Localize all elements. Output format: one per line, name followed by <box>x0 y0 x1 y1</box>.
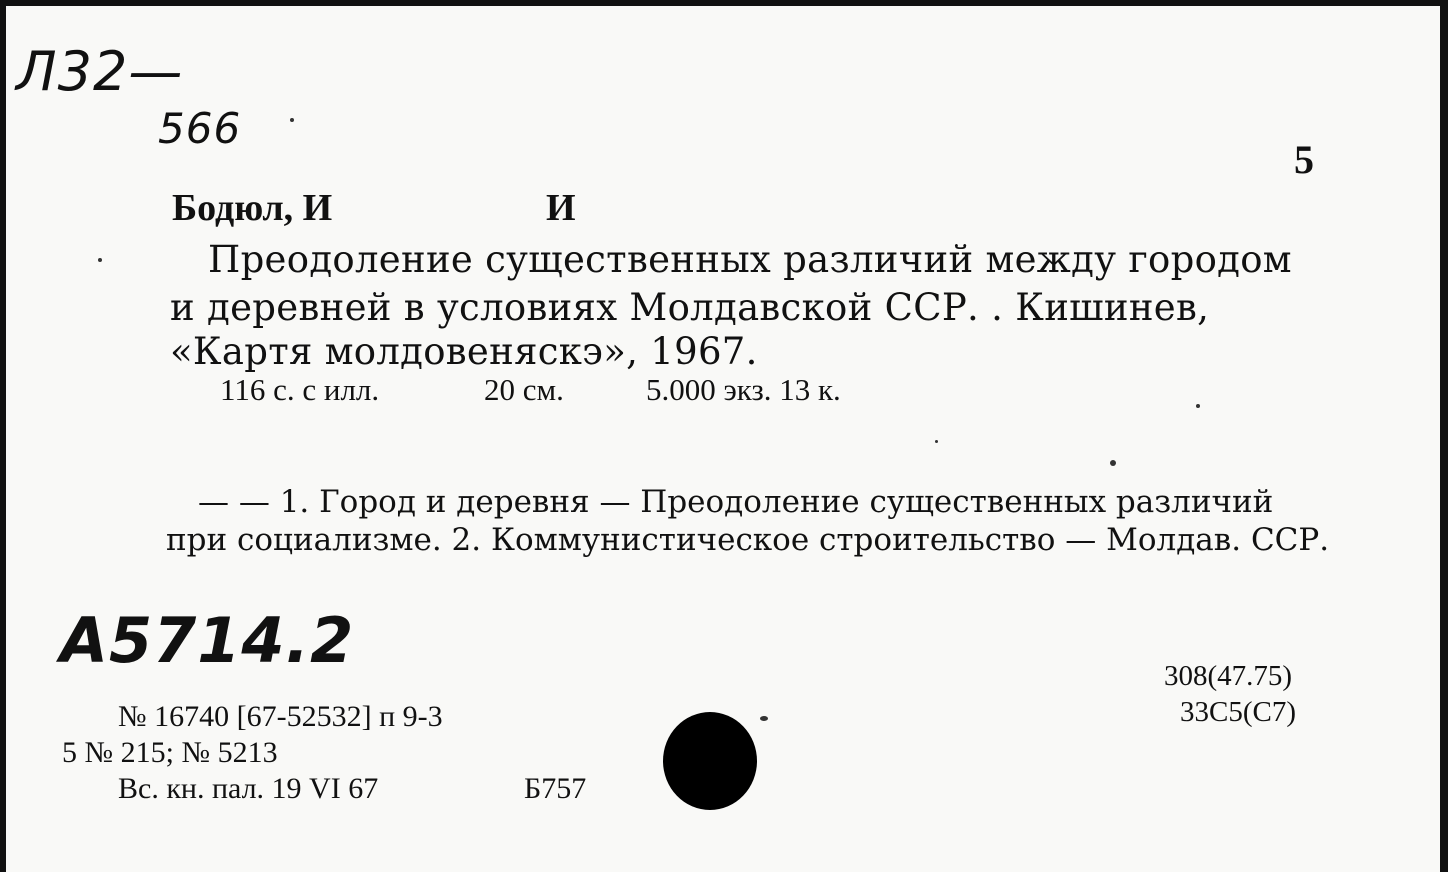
title-line: «Картя молдовеняскэ», 1967. <box>170 330 758 373</box>
author-initial: И <box>546 187 576 229</box>
card-edge-right <box>1440 0 1448 872</box>
collation-copies-price: 5.000 экз. 13 к. <box>646 372 841 407</box>
card-edge-left <box>0 0 6 872</box>
collation-size: 20 см. <box>484 372 564 407</box>
scan-speck <box>1196 404 1200 408</box>
handwritten-shelfmark: Л32— <box>16 40 184 103</box>
record-line: № 16740 [67-52532] п 9-3 <box>118 700 443 733</box>
title-line: Преодоление существенных различий между городом <box>208 238 1292 281</box>
classification-code: 308(47.75) <box>1164 660 1293 692</box>
record-line: Вс. кн. пал. 19 VI 67 <box>118 772 379 805</box>
classification-code: 33С5(С7) <box>1180 696 1296 728</box>
collation-pages: 116 с. с илл. <box>220 372 380 407</box>
card-number: 5 <box>1294 137 1314 182</box>
subject-heading: при социализме. 2. Коммунистическое строительство — Молдав. ССР. <box>166 522 1330 558</box>
record-line: 5 № 215; № 5213 <box>62 736 278 769</box>
record-code: Б757 <box>524 772 587 805</box>
scan-speck <box>935 440 938 443</box>
scan-speck <box>98 258 102 262</box>
scan-speck <box>1110 460 1116 466</box>
card-edge-top <box>0 0 1448 6</box>
scan-speck <box>760 716 768 721</box>
subject-heading: — — 1. Город и деревня — Преодоление существенных различий <box>198 484 1274 520</box>
title-line: и деревней в условиях Молдавской ССР. . Кишинев, <box>170 286 1210 329</box>
handwritten-inventory-number: А5714.2 <box>60 604 355 677</box>
scan-speck <box>290 118 294 122</box>
author-surname: Бодюл, И <box>172 187 333 229</box>
handwritten-shelfmark-sub: 566 <box>158 104 242 153</box>
punched-hole <box>663 712 757 810</box>
